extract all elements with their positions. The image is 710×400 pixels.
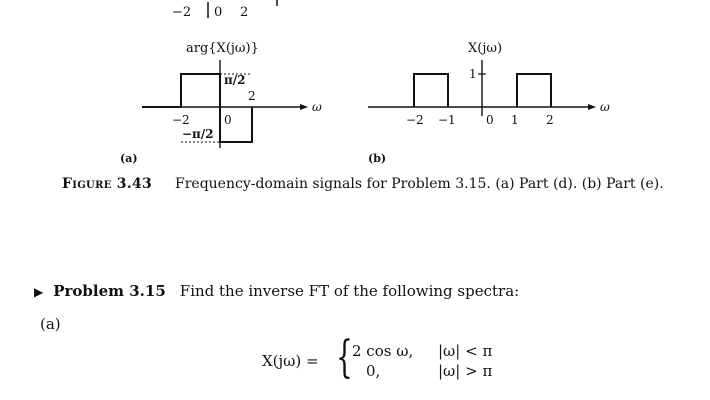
figure-a-label-pi-half: π/2 bbox=[224, 73, 246, 87]
figure-b-pulse-left bbox=[414, 74, 448, 107]
top-tick-two: 2 bbox=[240, 5, 249, 20]
figure-b-tick-one: 1 bbox=[511, 113, 519, 127]
figure-b-tick-minus-two: −2 bbox=[406, 113, 424, 127]
top-tick-zero: 0 bbox=[214, 5, 223, 20]
figure-a-axis-label: ω bbox=[312, 100, 322, 114]
equation-brace: { bbox=[336, 332, 353, 383]
problem-marker-icon: ▶ bbox=[34, 285, 44, 299]
figure-b-tick-minus-one: −1 bbox=[438, 113, 456, 127]
figure-a-title: arg{X(jω)} bbox=[186, 41, 259, 56]
figure-b-title: X(jω) bbox=[468, 41, 503, 56]
figure-a-tick-zero: 0 bbox=[224, 113, 232, 127]
equation-case2-condition: |ω| > π bbox=[438, 362, 493, 380]
problem-name: Problem 3.15 bbox=[53, 282, 166, 300]
top-tick-minus-two: −2 bbox=[172, 5, 192, 20]
figure-a-x-arrow bbox=[300, 104, 308, 110]
figure-caption bbox=[62, 176, 664, 192]
figure-a-label-minus-pi-half: −π/2 bbox=[182, 127, 214, 141]
figure-a-tick-minus-two: −2 bbox=[172, 113, 190, 127]
equation-lhs: X(jω) = bbox=[262, 352, 319, 370]
equation-case1-condition: |ω| < π bbox=[438, 342, 493, 360]
problem-heading bbox=[34, 282, 519, 300]
top-fragment bbox=[0, 0, 710, 30]
figure-a-label: (a) bbox=[120, 152, 138, 165]
figure-b-label-one: 1 bbox=[469, 67, 477, 81]
figure-b-magnitude-plot bbox=[368, 38, 668, 173]
figure-number: Figure 3.43 bbox=[62, 176, 153, 192]
figure-b-tick-two: 2 bbox=[546, 113, 554, 127]
figure-caption-text: Frequency-domain signals for Problem 3.15. (a) Part (d). (b) Part (e). bbox=[175, 176, 664, 192]
figure-b-pulse-right bbox=[517, 74, 551, 107]
figure-b-label: (b) bbox=[368, 152, 387, 165]
figure-b-x-arrow bbox=[588, 104, 596, 110]
figure-b-axis-label: ω bbox=[600, 100, 610, 114]
problem-part-label: (a) bbox=[40, 315, 61, 333]
equation-case1-value: 2 cos ω, bbox=[352, 342, 414, 360]
figure-b-tick-zero: 0 bbox=[486, 113, 494, 127]
equation-case2-value: 0, bbox=[366, 362, 381, 380]
figure-a-tick-two: 2 bbox=[248, 89, 256, 103]
problem-statement: Find the inverse FT of the following spectra: bbox=[179, 282, 520, 300]
